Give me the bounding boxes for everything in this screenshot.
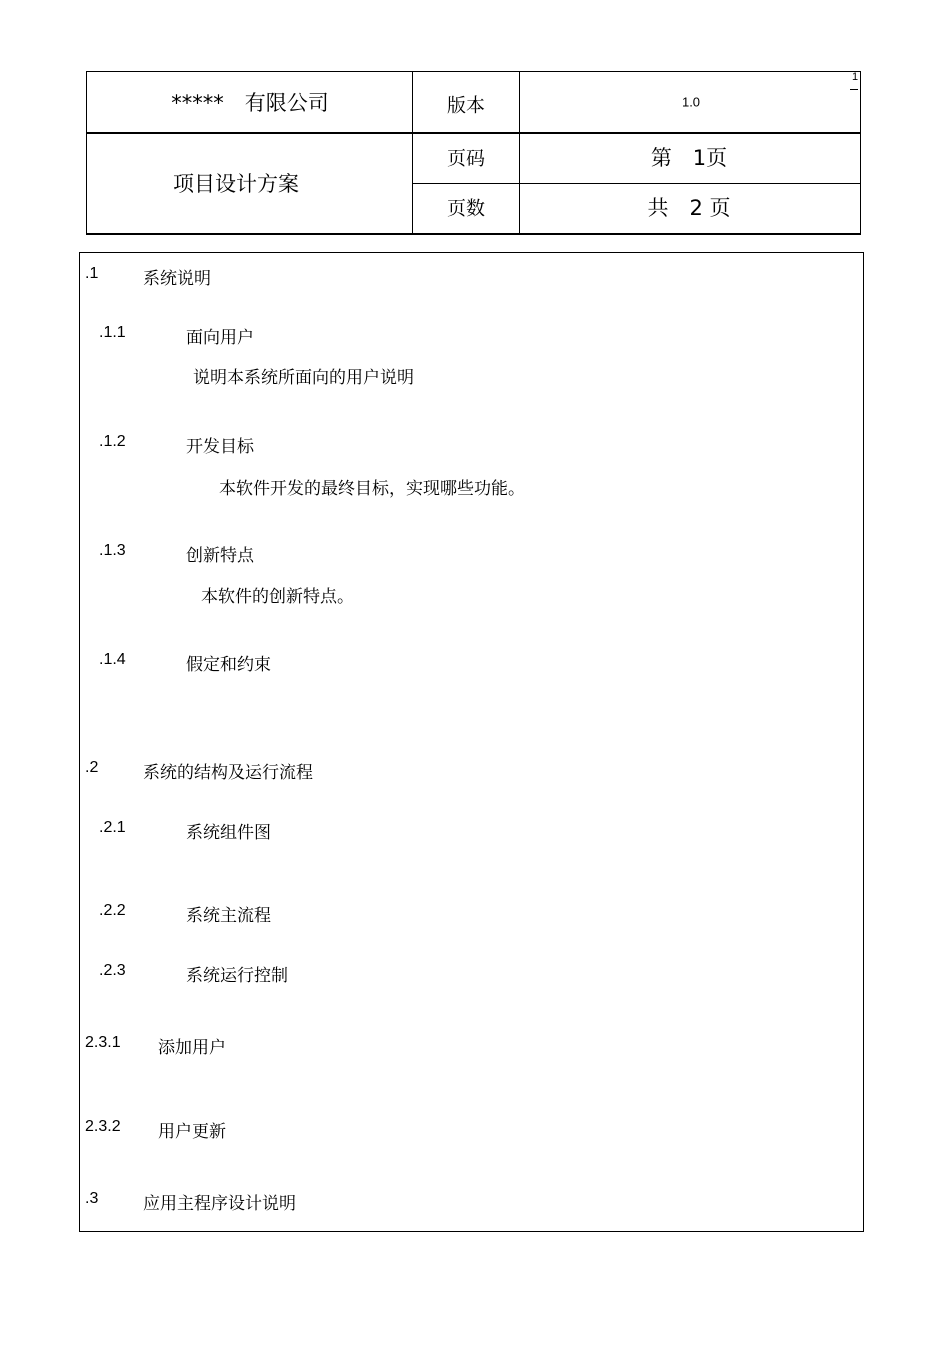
subsubsection-title: 用户更新 [158,1122,226,1142]
table-divider-1 [412,71,413,234]
section-number: .2 [85,759,99,776]
page-value: 第 1页 [650,146,728,170]
subsection-title: 假定和约束 [186,655,271,675]
subsection-number: .1.3 [99,542,126,559]
content-body [79,252,864,1232]
subsection-number: .1.2 [99,433,126,450]
table-border-top [86,71,861,72]
page-label: 页码 [446,147,486,170]
section-number: .1 [85,265,99,282]
subsection-description: 本软件的创新特点。 [201,587,354,607]
subsection-number: .1.4 [99,651,126,668]
version-label: 版本 [446,94,486,117]
subsection-description: 说明本系统所面向的用户说明 [193,368,414,388]
subsection-title: 系统运行控制 [186,966,288,986]
table-row-divider-1 [86,132,861,134]
table-divider-2 [519,71,520,234]
count-value: 共 2 页 [647,196,731,220]
subsubsection-number: 2.3.1 [85,1034,121,1051]
document-title: 项目设计方案 [173,172,299,196]
subsection-title: 创新特点 [186,546,254,566]
subsection-title: 面向用户 [186,328,254,348]
subsection-title: 系统主流程 [186,906,271,926]
subsubsection-title: 添加用户 [158,1038,226,1058]
subsection-number: .1.1 [99,324,126,341]
corner-tick [850,89,858,90]
subsection-number: .2.1 [99,819,126,836]
table-border-bottom [86,233,861,235]
corner-mark: 1 [852,71,859,83]
document-header-table [86,71,861,234]
count-label: 页数 [446,197,486,220]
section-title: 系统的结构及运行流程 [143,763,313,783]
subsection-number: .2.2 [99,902,126,919]
company-name: ***** 有限公司 [171,91,329,115]
section-title: 应用主程序设计说明 [143,1194,296,1214]
subsection-title: 系统组件图 [186,823,271,843]
table-border-left [86,71,87,234]
table-border-right [860,71,861,234]
section-title: 系统说明 [143,269,211,289]
version-value: 1.0 [681,94,701,110]
table-row-divider-2 [412,183,861,184]
subsubsection-number: 2.3.2 [85,1118,121,1135]
subsection-description: 本软件开发的最终目标，实现哪些功能。 [219,479,525,499]
section-number: .3 [85,1190,99,1207]
subsection-title: 开发目标 [186,437,254,457]
subsection-number: .2.3 [99,962,126,979]
